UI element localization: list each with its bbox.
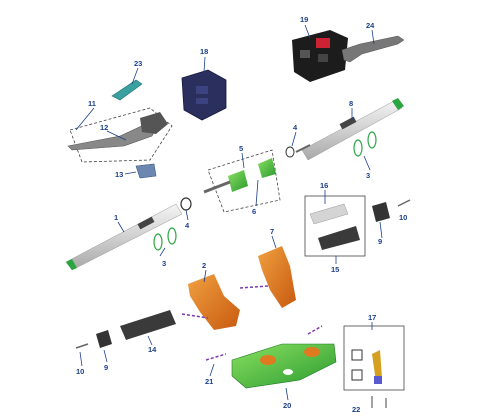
o-rings-left: [154, 228, 176, 250]
callout-17: 17: [368, 313, 377, 322]
left-switch-housing: [182, 70, 226, 120]
callout-21: 21: [205, 377, 214, 386]
callout-18: 18: [200, 47, 209, 56]
triple-clamp-top: [232, 344, 336, 388]
ignition-lock-box: [344, 326, 404, 390]
callout-14: 14: [148, 345, 157, 354]
callout-2: 2: [202, 261, 207, 270]
callout-6: 6: [252, 207, 257, 216]
callout-12: 12: [100, 123, 109, 132]
callout-10-right: 10: [399, 213, 408, 222]
callout-22: 22: [352, 405, 361, 414]
callout-10-left: 10: [76, 367, 85, 376]
callout-9-left: 9: [104, 363, 109, 372]
bar-end-left: [76, 330, 112, 348]
callout-24: 24: [366, 21, 375, 30]
left-grip: [120, 310, 176, 340]
callout-3-right: 3: [366, 171, 371, 180]
callout-16: 16: [320, 181, 329, 190]
callout-9-right: 9: [378, 237, 383, 246]
callout-7: 7: [270, 227, 275, 236]
brake-switch: [136, 164, 156, 178]
callout-4-left: 4: [185, 221, 190, 230]
right-switch-housing: [292, 30, 348, 82]
small-bolts: [372, 396, 386, 408]
riser-clamp-left: [182, 274, 240, 330]
callout-4-right: 4: [293, 123, 298, 132]
callout-13: 13: [115, 170, 124, 179]
callout-1: 1: [114, 213, 119, 222]
callouts: [76, 15, 407, 414]
riser-clamp-right: [240, 246, 296, 308]
callout-23: 23: [134, 59, 143, 68]
throttle-sleeve-assembly: [204, 150, 280, 212]
clutch-lever-right: [342, 36, 404, 62]
callout-15: 15: [331, 265, 340, 274]
callout-3-left: 3: [162, 259, 167, 268]
callout-20: 20: [283, 401, 292, 410]
callout-5: 5: [239, 144, 244, 153]
washer-left: [181, 198, 191, 210]
left-lever-assembly: [68, 108, 172, 162]
grip-kit-box: [305, 196, 365, 256]
o-rings-right: [354, 132, 376, 156]
cable-guide: [112, 80, 142, 100]
callout-11: 11: [88, 99, 96, 108]
callout-19: 19: [300, 15, 309, 24]
callout-8: 8: [349, 99, 354, 108]
